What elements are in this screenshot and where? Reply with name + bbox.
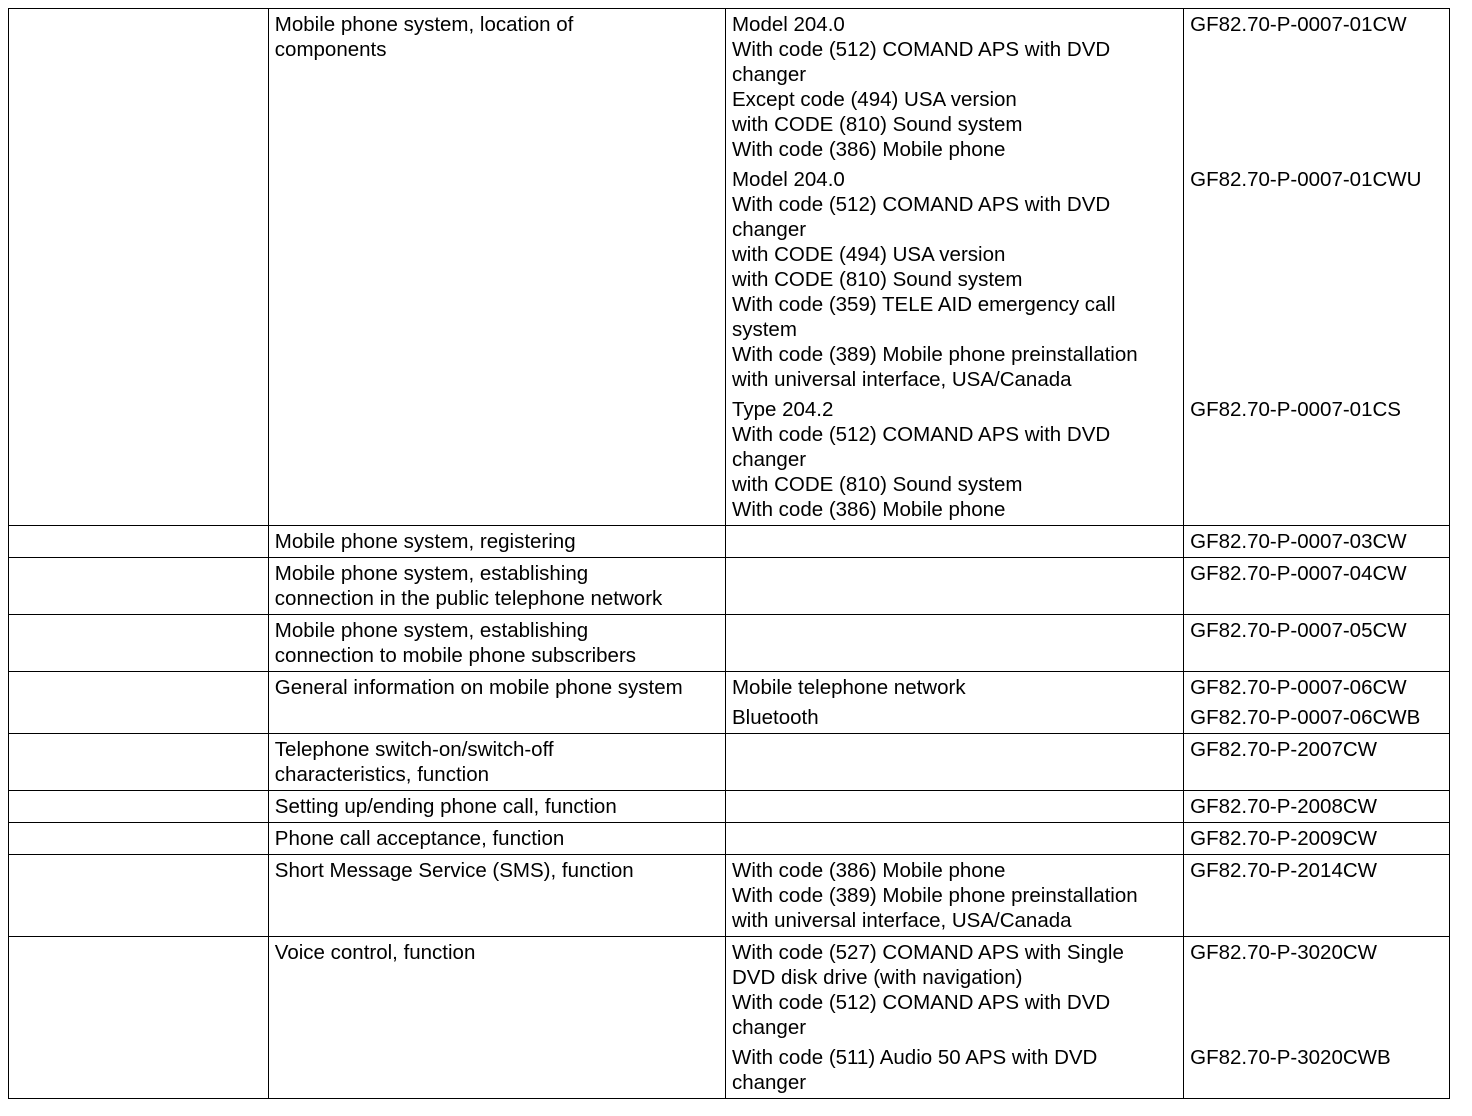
reference-group: [1190, 705, 1444, 730]
table-row: [9, 558, 1450, 615]
document-table: [8, 8, 1450, 1099]
condition-cell: [725, 558, 1183, 615]
blank-cell: [9, 558, 269, 615]
title-line: Mobile phone system, location of: [274, 13, 574, 36]
reference-cell: [1184, 937, 1450, 1099]
condition-line: Model 204.0: [731, 13, 845, 36]
document-reference: GF82.70-P-0007-03CW: [1190, 530, 1407, 553]
condition-group: [732, 705, 1178, 730]
condition-line: changer: [731, 1071, 807, 1094]
condition-line: With code (512) COMAND APS with DVD: [731, 38, 1111, 61]
title-line: Phone call acceptance, function: [274, 827, 565, 850]
condition-line: DVD disk drive (with navigation): [731, 966, 1023, 989]
condition-group: [732, 167, 1178, 392]
document-reference: GF82.70-P-2008CW: [1190, 795, 1377, 818]
condition-line: with CODE (494) USA version: [731, 243, 1006, 266]
document-reference: GF82.70-P-0007-06CWB: [1190, 706, 1421, 729]
table-row: [9, 526, 1450, 558]
table-row: [9, 937, 1450, 1099]
title-line: Mobile phone system, establishing: [274, 619, 589, 642]
reference-group: [1190, 737, 1444, 762]
title-line: Telephone switch-on/switch-off: [274, 738, 554, 761]
reference-group: [1190, 858, 1444, 933]
condition-line: changer: [731, 218, 807, 241]
condition-cell: [725, 855, 1183, 937]
condition-line: With code (512) COMAND APS with DVD: [731, 193, 1111, 216]
reference-cell: [1184, 558, 1450, 615]
reference-cell: [1184, 855, 1450, 937]
title-line: characteristics, function: [274, 763, 489, 786]
blank-cell: [9, 526, 269, 558]
title-cell: [268, 526, 725, 558]
table-row: [9, 855, 1450, 937]
blank-cell: [9, 734, 269, 791]
title-line: Short Message Service (SMS), function: [274, 859, 634, 882]
title-cell: [268, 823, 725, 855]
reference-group: [1190, 1045, 1444, 1095]
reference-group: [1190, 826, 1444, 851]
reference-cell: [1184, 823, 1450, 855]
document-reference: GF82.70-P-2014CW: [1190, 859, 1377, 882]
document-reference: GF82.70-P-0007-05CW: [1190, 619, 1407, 642]
condition-line: With code (359) TELE AID emergency call: [731, 293, 1116, 316]
document-table-body: [9, 9, 1450, 1099]
condition-line: Model 204.0: [731, 168, 845, 191]
document-reference: GF82.70-P-0007-01CW: [1190, 13, 1407, 36]
document-reference: GF82.70-P-2009CW: [1190, 827, 1377, 850]
title-cell: [268, 734, 725, 791]
condition-cell: [725, 615, 1183, 672]
reference-group: [1190, 675, 1444, 700]
table-row: [9, 734, 1450, 791]
reference-group: [1190, 529, 1444, 554]
condition-group: [732, 675, 1178, 700]
reference-cell: [1184, 526, 1450, 558]
condition-line: With code (386) Mobile phone: [731, 498, 1006, 521]
blank-cell: [9, 855, 269, 937]
condition-group: [732, 1045, 1178, 1095]
condition-line: With code (389) Mobile phone preinstallation: [731, 343, 1138, 366]
title-cell: [268, 615, 725, 672]
condition-group: [732, 940, 1178, 1040]
title-cell: [268, 558, 725, 615]
title-line: General information on mobile phone system: [274, 676, 683, 699]
document-reference: GF82.70-P-0007-06CW: [1190, 676, 1407, 699]
title-cell: [268, 937, 725, 1099]
reference-group: [1190, 397, 1444, 522]
condition-line: with universal interface, USA/Canada: [731, 368, 1072, 391]
condition-line: Type 204.2: [731, 398, 834, 421]
blank-cell: [9, 791, 269, 823]
condition-line: system: [731, 318, 797, 341]
title-line: Setting up/ending phone call, function: [274, 795, 617, 818]
title-line: Voice control, function: [274, 941, 476, 964]
condition-group: [732, 397, 1178, 522]
condition-cell: [725, 9, 1183, 526]
condition-line: With code (386) Mobile phone: [731, 138, 1006, 161]
condition-line: Bluetooth: [731, 706, 819, 729]
condition-line: changer: [731, 63, 807, 86]
blank-cell: [9, 823, 269, 855]
blank-cell: [9, 672, 269, 734]
condition-line: With code (512) COMAND APS with DVD: [731, 991, 1111, 1014]
condition-line: with CODE (810) Sound system: [731, 268, 1023, 291]
condition-cell: [725, 672, 1183, 734]
condition-line: With code (386) Mobile phone: [731, 859, 1006, 882]
condition-line: with CODE (810) Sound system: [731, 473, 1023, 496]
document-reference: GF82.70-P-3020CW: [1190, 941, 1377, 964]
reference-cell: [1184, 672, 1450, 734]
condition-line: With code (389) Mobile phone preinstallation: [731, 884, 1138, 907]
condition-line: changer: [731, 448, 807, 471]
title-line: connection in the public telephone network: [274, 587, 663, 610]
title-line: connection to mobile phone subscribers: [274, 644, 637, 667]
table-row: [9, 615, 1450, 672]
reference-group: [1190, 618, 1444, 643]
reference-cell: [1184, 9, 1450, 526]
reference-cell: [1184, 791, 1450, 823]
reference-group: [1190, 794, 1444, 819]
title-cell: [268, 9, 725, 526]
condition-line: Except code (494) USA version: [731, 88, 1017, 111]
document-reference: GF82.70-P-0007-01CS: [1190, 398, 1401, 421]
document-reference: GF82.70-P-0007-01CWU: [1190, 168, 1422, 191]
title-cell: [268, 672, 725, 734]
reference-group: [1190, 940, 1444, 1040]
reference-group: [1190, 12, 1444, 162]
title-line: Mobile phone system, registering: [274, 530, 576, 553]
table-row: [9, 9, 1450, 526]
title-line: components: [274, 38, 387, 61]
document-reference: GF82.70-P-0007-04CW: [1190, 562, 1407, 585]
reference-cell: [1184, 615, 1450, 672]
reference-cell: [1184, 734, 1450, 791]
condition-cell: [725, 937, 1183, 1099]
condition-line: With code (527) COMAND APS with Single: [731, 941, 1124, 964]
condition-line: with CODE (810) Sound system: [731, 113, 1023, 136]
condition-cell: [725, 823, 1183, 855]
document-reference: GF82.70-P-2007CW: [1190, 738, 1377, 761]
condition-line: with universal interface, USA/Canada: [731, 909, 1072, 932]
title-cell: [268, 855, 725, 937]
condition-line: With code (511) Audio 50 APS with DVD: [731, 1046, 1098, 1069]
table-row: [9, 791, 1450, 823]
reference-group: [1190, 561, 1444, 586]
title-line: Mobile phone system, establishing: [274, 562, 589, 585]
condition-line: changer: [731, 1016, 807, 1039]
condition-cell: [725, 526, 1183, 558]
blank-cell: [9, 9, 269, 526]
condition-group: [732, 858, 1178, 933]
condition-cell: [725, 734, 1183, 791]
blank-cell: [9, 937, 269, 1099]
blank-cell: [9, 615, 269, 672]
title-cell: [268, 791, 725, 823]
condition-line: With code (512) COMAND APS with DVD: [731, 423, 1111, 446]
table-row: [9, 823, 1450, 855]
condition-group: [732, 12, 1178, 162]
reference-group: [1190, 167, 1444, 392]
condition-cell: [725, 791, 1183, 823]
table-row: [9, 672, 1450, 734]
condition-line: Mobile telephone network: [731, 676, 966, 699]
document-reference: GF82.70-P-3020CWB: [1190, 1046, 1391, 1069]
